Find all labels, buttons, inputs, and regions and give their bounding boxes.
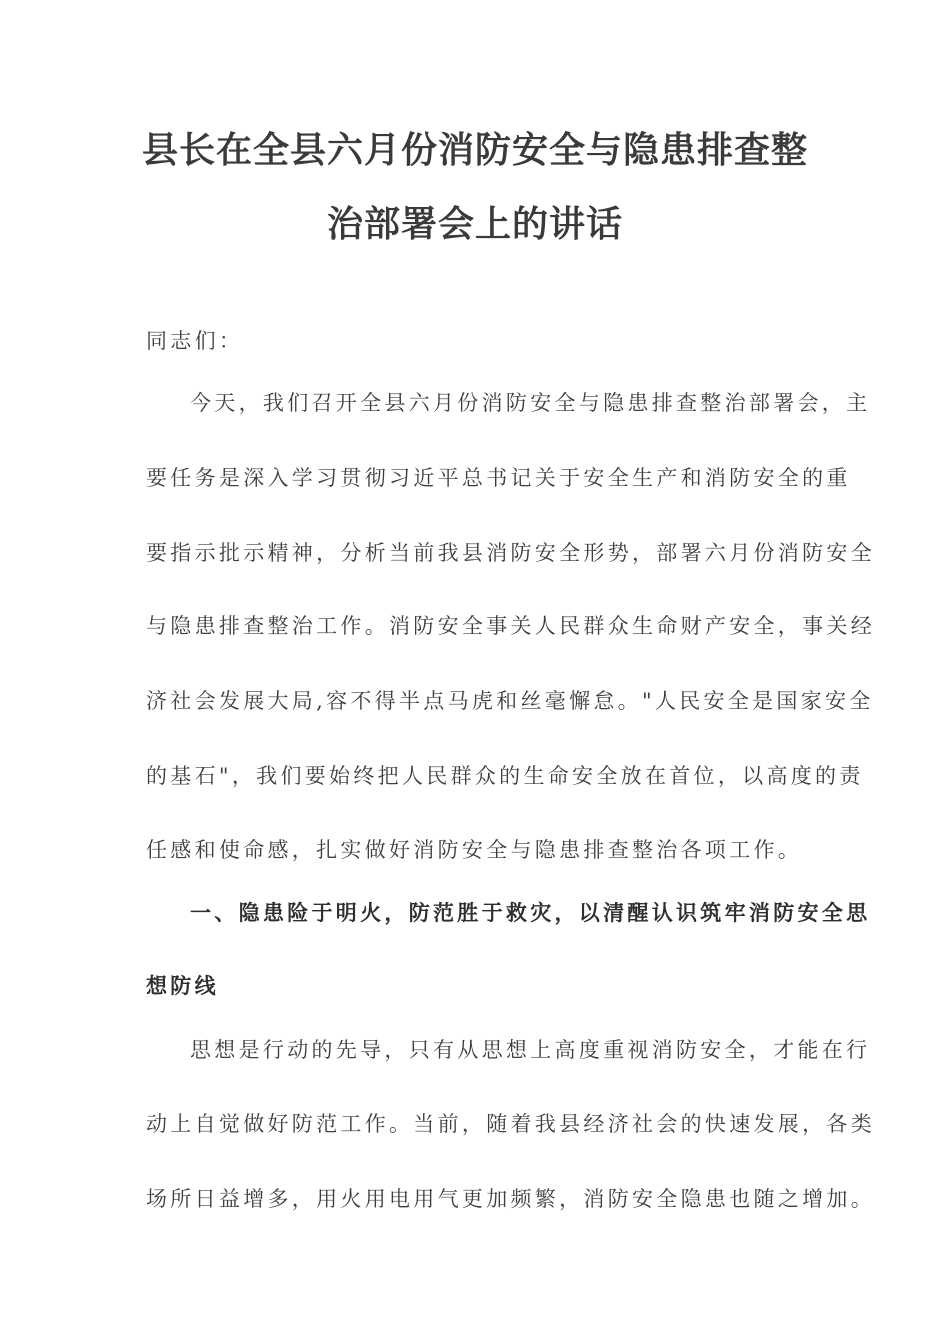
- paragraph-1-line-6: 的基石"，我们要始终把人民群众的生命安全放在首位，以高度的责: [146, 764, 864, 788]
- section-heading-1-line-2: 想防线: [146, 973, 219, 998]
- section-heading-1-line-1: 一、隐患险于明火，防范胜于救灾，以清醒认识筑牢消防安全思: [190, 900, 871, 925]
- paragraph-1-line-3: 要指示批示精神，分析当前我县消防安全形势，部署六月份消防安全: [146, 541, 875, 565]
- document-title-line-2: 治部署会上的讲话: [326, 203, 623, 245]
- document-title-line-1: 县长在全县六月份消防安全与隐患排查整: [141, 129, 808, 171]
- paragraph-1-line-1: 今天，我们召开全县六月份消防安全与隐患排查整治部署会，主: [190, 391, 871, 415]
- paragraph-1-line-7: 任感和使命感，扎实做好消防安全与隐患排查整治各项工作。: [146, 838, 803, 862]
- paragraph-1-line-5: 济社会发展大局,容不得半点马虎和丝毫懈怠。"人民安全是国家安全: [146, 689, 874, 713]
- salutation: 同志们：: [146, 329, 244, 353]
- paragraph-2-line-3: 场所日益增多，用火用电用气更加频繁，消防安全隐患也随之增加。: [146, 1187, 875, 1211]
- paragraph-1-line-4: 与隐患排查整治工作。消防安全事关人民群众生命财产安全，事关经: [146, 614, 875, 638]
- paragraph-1-line-2: 要任务是深入学习贯彻习近平总书记关于安全生产和消防安全的重: [146, 466, 851, 490]
- paragraph-2-line-2: 动上自觉做好防范工作。当前，随着我县经济社会的快速发展，各类: [146, 1112, 875, 1136]
- paragraph-2-line-1: 思想是行动的先导，只有从思想上高度重视消防安全，才能在行: [190, 1038, 871, 1062]
